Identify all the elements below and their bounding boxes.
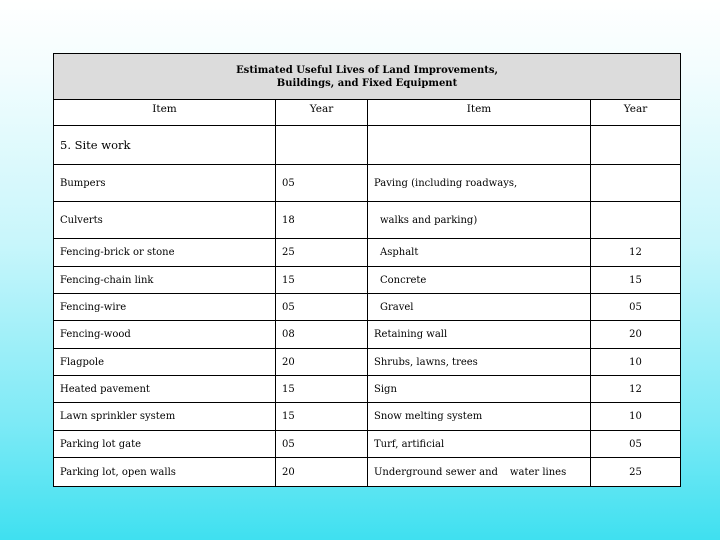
year2-cell: 10 [591,349,681,376]
slide-sheet [53,53,680,486]
item2-text-a: Underground sewer and [374,466,498,478]
year-cell: 05 [276,165,368,202]
item2-cell: Paving (including roadways, [368,165,591,202]
item-cell: Parking lot, open walls [54,458,276,487]
table-row [54,165,681,202]
year-cell: 20 [276,458,368,487]
item2-cell: Shrubs, lawns, trees [368,349,591,376]
table-title [54,54,681,100]
year-cell: 15 [276,267,368,294]
section-blank-item [368,126,591,165]
year-cell: 18 [276,202,368,239]
table-row [54,431,681,458]
table-row [54,349,681,376]
section-site-work: 5. Site work [54,126,276,165]
year-cell: 25 [276,239,368,267]
year2-cell: 20 [591,321,681,349]
item2-cell [368,239,591,267]
item2-cell: Retaining wall [368,321,591,349]
useful-lives-table [53,53,681,487]
item-cell: Fencing-chain link [54,267,276,294]
year2-cell [591,202,681,239]
header-year-left: Year [276,100,368,126]
table-row [54,202,681,239]
item-cell: Culverts [54,202,276,239]
item2-text: Concrete [380,274,427,286]
item-cell: Parking lot gate [54,431,276,458]
year2-cell: 05 [591,294,681,321]
year2-cell: 25 [591,458,681,487]
item2-cell [368,267,591,294]
title-line-1: Estimated Useful Lives of Land Improvements, [236,64,498,76]
table-row [54,239,681,267]
header-item-left: Item [54,100,276,126]
item2-text: Gravel [380,301,414,313]
item2-cell [368,294,591,321]
item2-text: Asphalt [380,247,419,258]
year-cell: 20 [276,349,368,376]
year-cell: 15 [276,403,368,431]
table-row [54,294,681,321]
year2-cell: 12 [591,376,681,403]
year2-cell: 10 [591,403,681,431]
header-item-right: Item [368,100,591,126]
item2-text-b: water lines [509,466,567,478]
year-cell: 08 [276,321,368,349]
year-cell: 15 [276,376,368,403]
table-row [54,458,681,487]
year2-cell [591,165,681,202]
year-cell: 05 [276,294,368,321]
title-line-2: Buildings, and Fixed Equipment [276,77,458,89]
item-cell: Fencing-brick or stone [54,239,276,267]
item-cell: Flagpole [54,349,276,376]
year2-cell: 12 [591,239,681,267]
year2-cell: 15 [591,267,681,294]
item-cell: Fencing-wood [54,321,276,349]
table-row [54,267,681,294]
year-cell: 05 [276,431,368,458]
item2-cell [368,458,591,487]
item2-text: walks and parking) [380,214,478,226]
header-year-right: Year [591,100,681,126]
item-cell: Lawn sprinkler system [54,403,276,431]
item2-cell: Turf, artificial [368,431,591,458]
item-cell: Bumpers [54,165,276,202]
item2-cell [368,202,591,239]
item-cell: Heated pavement [54,376,276,403]
table-row [54,403,681,431]
table-row [54,376,681,403]
item-cell: Fencing-wire [54,294,276,321]
year2-cell: 05 [591,431,681,458]
item2-cell: Sign [368,376,591,403]
section-blank-year [276,126,368,165]
section-blank-year2 [591,126,681,165]
item2-cell: Snow melting system [368,403,591,431]
table-row [54,321,681,349]
